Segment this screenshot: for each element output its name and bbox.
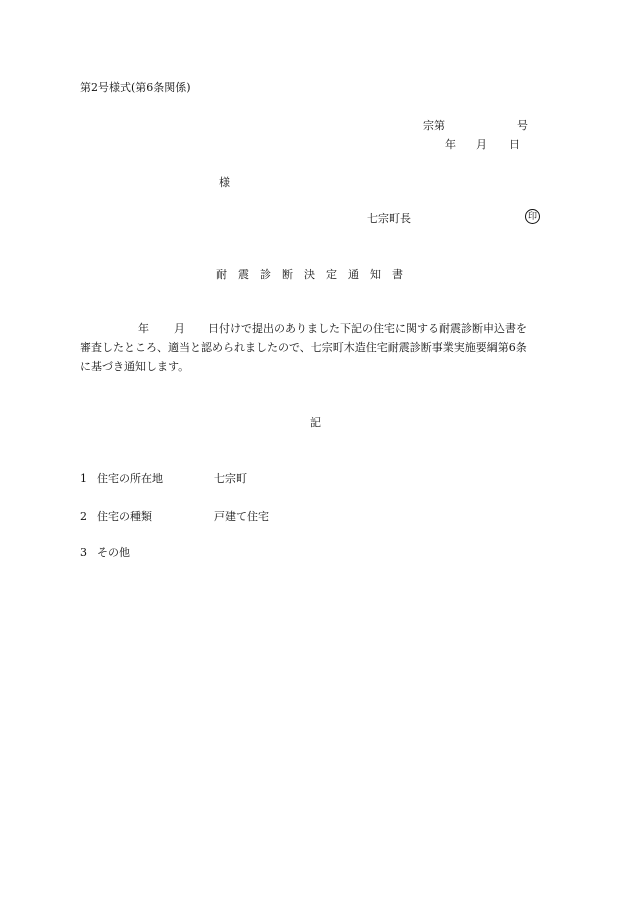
item-label-other: その他: [97, 546, 130, 559]
date-day-label: 日: [509, 138, 520, 151]
item-number: 3: [80, 546, 87, 559]
ki-heading: 記: [310, 416, 321, 429]
item-value-house-type: 戸建て住宅: [214, 510, 269, 523]
issuer-name: 七宗町長: [367, 212, 411, 225]
doc-number-suffix: 号: [517, 119, 528, 132]
item-label-house-type: 住宅の種類: [97, 510, 152, 523]
item-number: 2: [80, 510, 87, 523]
addressee-honorific: 様: [219, 176, 230, 189]
item-number: 1: [80, 472, 87, 485]
date-year-label: 年: [445, 138, 456, 151]
body-line-3: に基づき通知します。: [80, 360, 190, 373]
body-line-1-text: 日付けで提出のありました下記の住宅に関する耐震診断申込書を: [208, 322, 527, 335]
item-label-location: 住宅の所在地: [97, 472, 163, 485]
document-title: 耐震診断決定通知書: [216, 268, 414, 281]
date-month-label: 月: [476, 138, 487, 151]
doc-number-prefix: 宗第: [423, 119, 445, 132]
body-month-label: 月: [174, 322, 185, 335]
body-year-label: 年: [138, 322, 149, 335]
item-value-location: 七宗町: [214, 472, 247, 485]
body-line-2: 審査したところ、適当と認められましたので、七宗町木造住宅耐震診断事業実施要綱第6条: [80, 341, 527, 354]
seal-icon: 印: [525, 209, 540, 224]
issue-date: [445, 138, 520, 152]
form-number: 第2号様式(第6条関係): [80, 81, 191, 94]
